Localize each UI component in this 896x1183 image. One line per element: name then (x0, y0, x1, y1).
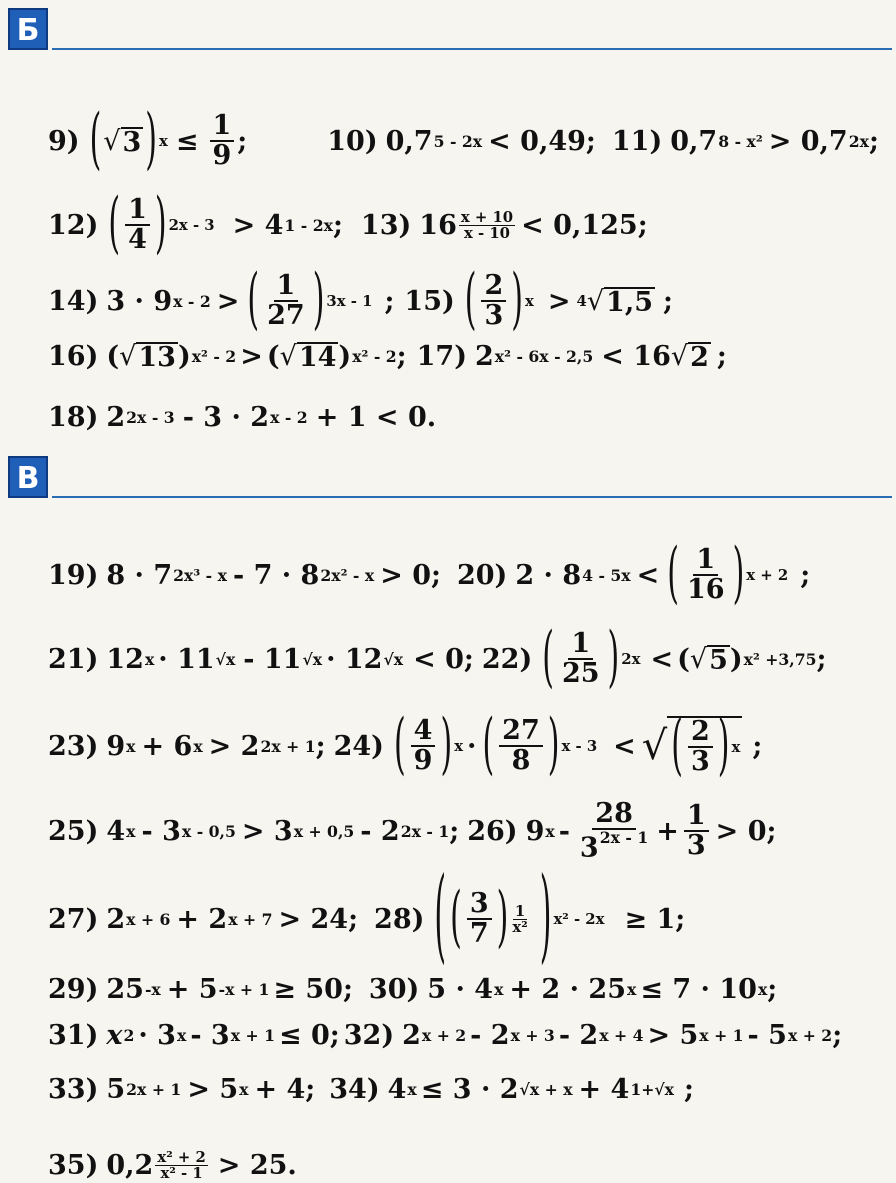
exponent: x² - 6x - 2,5 (494, 346, 594, 366)
problem-number: 17) (416, 341, 467, 372)
problem-number: 10) (327, 125, 378, 157)
section-v-rule (52, 496, 892, 498)
exponent: 4 - 5x (582, 565, 631, 585)
exponent: 2x - 3 (168, 215, 215, 234)
problem-line-16-17: 16) ( √ 13 ) x² - 2 > ( √ 14 ) x² - 2 ; 17) 2 x² - 6x - 2,5 < 16 √ 2 ; (48, 341, 727, 373)
exponent: 2x (848, 131, 869, 151)
paren-open: ( (89, 101, 102, 179)
base: 0,7 (670, 125, 718, 157)
section-b-rule (52, 48, 892, 50)
problem-number: 33) (48, 1074, 99, 1105)
base: 0,7 (385, 125, 433, 157)
problem-line-14-15: 14) 3 · 9 x - 2 > ( $\frac{1}{27}$ ) 3x - 1 ; 15) ( $\frac{2}{3}$ ) x > 4 √ 1,5 ; (48, 261, 673, 339)
problem-line-27-28: 27) 2 x + 6 + 2 x + 7 > 24; 28) ( ( $\frac{3}{7}$ ) 1 x² ) x² - 2x ≥ 1; (48, 858, 686, 978)
exponent: 2x² - x (320, 565, 375, 585)
fraction: $\frac{1}{25}$ (561, 628, 600, 690)
exponent: 2x - 3 (126, 407, 175, 427)
problem-number: 23) (48, 730, 99, 762)
section-b-header (8, 8, 892, 58)
problem-number: 13) (360, 209, 412, 241)
problem-number: 16) (48, 341, 99, 372)
fraction: $\frac{1}{9}$ (210, 112, 235, 171)
exponent: 1 - 2x (284, 215, 333, 235)
problem-number: 24) (333, 730, 384, 762)
section-v-badge: В (8, 456, 48, 498)
relation: ≤ (175, 125, 199, 157)
fraction: $\frac{1}{4}$ (125, 196, 150, 255)
exponent: x (159, 131, 168, 150)
exponent-fraction: x² + 2 x² - 1 (157, 1148, 206, 1182)
problem-number: 15) (404, 285, 455, 317)
problem-number: 20) (456, 559, 508, 591)
rest: < 0,49; (488, 125, 596, 157)
exponent: 5 - 2x (433, 131, 483, 151)
problem-number: 18) (48, 402, 99, 433)
fraction: $\frac{2}{3}$ (481, 272, 506, 331)
problem-number: 32) (343, 1020, 395, 1051)
exponent: 3x - 1 (326, 291, 373, 310)
exponent: 2x (621, 649, 641, 668)
problem-number: 30) (368, 974, 420, 1005)
sqrt-sign: √ (103, 125, 121, 157)
problem-number: 29) (48, 974, 99, 1005)
problem-number: 26) (467, 815, 518, 847)
problem-line-12-13: 12) ( $\frac{1}{4}$ ) 2x - 3 > 4 1 - 2x ; 13) 16 x + 10 x - 10 < 0,125; (48, 185, 648, 263)
exponent: x² - 2x (553, 909, 605, 928)
problem-number: 34) (329, 1074, 380, 1105)
exponent: 8 - x² (718, 131, 763, 151)
problem-line-33-34: 33) 5 2x + 1 > 5 x + 4; 34) 4 x ≤ 3 · 2 √x + x + 4 1+√x ; (48, 1074, 694, 1105)
exponent: x - 2 (270, 407, 308, 427)
problem-line-9-11: 9) ( √ 3 ) x ≤ $\frac{1}{9}$ ; 10) 0,7 5 - 2x < 0,49; 11) 0,7 8 - x² > 0,7 2x ; (48, 101, 879, 179)
problem-number: 9) (48, 125, 80, 157)
problem-number: 12) (48, 209, 99, 241)
exponent: x² - 2 (352, 346, 397, 366)
problem-number: 28) (374, 903, 425, 935)
exponent-fraction: x + 10 x - 10 (460, 208, 514, 242)
problem-line-31-32: 31) x 2 · 3 x - 3 x + 1 ≤ 0; 32) 2 x + 2 - 2 x + 3 - 2 x + 4 > 5 x + 1 - 5 x + 2 ; (48, 1020, 843, 1051)
fraction: $\frac{1}{16}$ (686, 544, 725, 606)
problem-line-21-22: 21) 12 x · 11 √x - 11 √x · 12 √x < 0; 22) ( $\frac{1}{25}$ ) 2x < ( √ 5 ) x² +3,75 ; (48, 619, 827, 697)
exponent: 2x³ - x (173, 565, 227, 585)
rest: > 0,7 (768, 125, 848, 157)
problem-line-35: 35) 0,2 x² + 2 x² - 1 > 25. (48, 1148, 297, 1182)
problem-line-23-24: 23) 9 x + 6 x > 2 2x + 1 ; 24) ( $\frac{4}{9}$ ) x · ( $\frac{27}{8}$ ) x - 3 < √ ( $\frac{2}{3}$ ) x ; (48, 706, 763, 785)
problem-number: 27) (48, 903, 99, 935)
exponent: x² - 2 (191, 346, 237, 366)
problem-number: 31) (48, 1020, 99, 1051)
section-b-badge: Б (8, 8, 48, 50)
exponent: x - 2 (173, 291, 211, 311)
problem-number: 22) (481, 643, 533, 675)
problem-line-19-20: 19) 8 · 7 2x³ - x - 7 · 8 2x² - x > 0; 20) 2 · 8 4 - 5x < ( $\frac{1}{16}$ ) x + 2 ; (48, 535, 811, 613)
punct: ; (237, 125, 248, 157)
base: 16 (419, 209, 457, 241)
root-index: 4 (576, 291, 587, 310)
exponent: x (525, 291, 534, 310)
paren-close: ) (145, 101, 158, 179)
fraction: $\frac{28}{3^{2x - 1}}$ (579, 798, 649, 864)
problem-number: 21) (48, 643, 99, 675)
exponent: x + 2 (746, 565, 789, 584)
problem-number: 14) (48, 285, 99, 317)
section-v-header (8, 456, 892, 506)
problem-number: 19) (48, 559, 99, 591)
problem-line-18: 18) 2 2x - 3 - 3 · 2 x - 2 + 1 < 0. (48, 402, 437, 433)
radicand: 1,5 (606, 286, 654, 318)
problem-number: 25) (48, 815, 99, 847)
problem-line-25-26: 25) 4 x - 3 x - 0,5 > 3 x + 0,5 - 2 2x - 1 ; 26) 9 x - $\frac{28}{3^{2x - 1}}$ + $\frac{1}{3}$ > 0; (48, 798, 777, 864)
problem-number: 11) (611, 125, 663, 157)
radicand: 3 (122, 126, 142, 158)
exponent: x² +3,75 (743, 649, 817, 669)
problem-number: 35) (48, 1149, 99, 1181)
problem-line-29-30: 29) 25 -x + 5 -x + 1 ≥ 50; 30) 5 · 4 x + 2 · 25 x ≤ 7 · 10 x ; (48, 974, 778, 1005)
fraction: $\frac{1}{27}$ (267, 270, 305, 332)
